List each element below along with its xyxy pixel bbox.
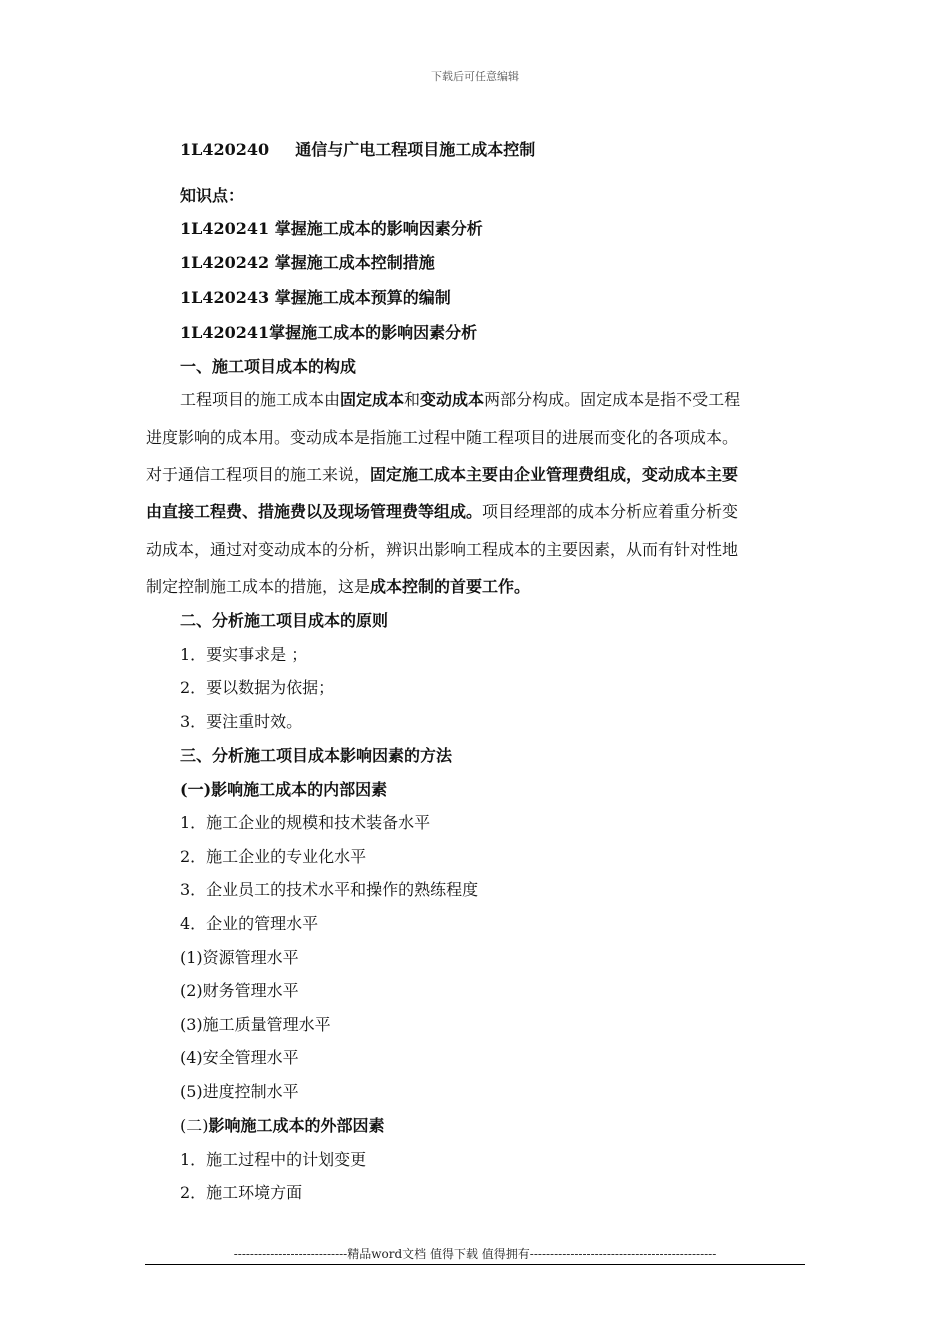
paragraph-line-5: 动成本，通过对变动成本的分析，辨识出影响工程成本的主要因素，从而有针对性地 bbox=[146, 540, 739, 559]
para-bold: 固定施工成本主要由企业管理费组成，变动成本主要 bbox=[370, 465, 739, 484]
internal-factors-title: (一)影响施工成本的内部因素 bbox=[180, 780, 388, 799]
footer-rule bbox=[145, 1264, 805, 1265]
page-header: 下载后可任意编辑 bbox=[431, 70, 519, 83]
para-text: 对于通信工程项目的施工来说， bbox=[146, 465, 371, 484]
paragraph-line-3 bbox=[146, 465, 738, 485]
para-text: 制定控制施工成本的措施，这是 bbox=[146, 577, 371, 596]
knowledge-label: 知识点： bbox=[180, 186, 245, 205]
knowledge-point-1: 1L420241 掌握施工成本的影响因素分析 bbox=[180, 219, 483, 238]
heading-1: 一、施工项目成本的构成 bbox=[180, 357, 357, 376]
external-factor-item: 1．施工过程中的计划变更 bbox=[180, 1150, 367, 1169]
external-factors-title bbox=[180, 1116, 385, 1136]
internal-factor-item: (5)进度控制水平 bbox=[180, 1082, 299, 1101]
knowledge-point-2: 1L420242 掌握施工成本控制措施 bbox=[180, 253, 435, 272]
title-text: 通信与广电工程项目施工成本控制 bbox=[295, 140, 536, 159]
para-text: 两部分构成。固定成本是指不受工程 bbox=[484, 390, 741, 409]
external-title-text: 影响施工成本的外部因素 bbox=[208, 1116, 385, 1135]
paragraph-line-4 bbox=[146, 502, 738, 522]
paragraph-line-6 bbox=[146, 577, 530, 597]
paragraph-line-2: 进度影响的成本用。变动成本是指施工过程中随工程项目的进展而变化的各项成本。 bbox=[146, 428, 739, 447]
internal-factor-item: (3)施工质量管理水平 bbox=[180, 1015, 331, 1034]
para-text: 项目经理部的成本分析应着重分析变 bbox=[482, 502, 739, 521]
paragraph-line-1 bbox=[180, 390, 740, 410]
page-footer: ----------------------------精品word文档 值得下载 值得拥有---------------------------------------------- bbox=[233, 1247, 717, 1261]
knowledge-point-3: 1L420243 掌握施工成本预算的编制 bbox=[180, 288, 451, 307]
document-title bbox=[180, 140, 535, 160]
heading-2: 二、分析施工项目成本的原则 bbox=[180, 611, 389, 630]
internal-factor-item: 3．企业员工的技术水平和操作的熟练程度 bbox=[180, 880, 479, 899]
para-text: 和 bbox=[404, 390, 421, 409]
internal-factor-item: 2．施工企业的专业化水平 bbox=[180, 847, 367, 866]
external-title-prefix: (二) bbox=[180, 1116, 209, 1135]
internal-factor-item: (2)财务管理水平 bbox=[180, 981, 299, 1000]
principle-item: 3．要注重时效。 bbox=[180, 712, 303, 731]
para-bold: 成本控制的首要工作。 bbox=[370, 577, 531, 596]
internal-factor-item: (4)安全管理水平 bbox=[180, 1048, 299, 1067]
para-bold: 变动成本 bbox=[420, 390, 485, 409]
heading-3: 三、分析施工项目成本影响因素的方法 bbox=[180, 746, 453, 765]
internal-factor-item: 1．施工企业的规模和技术装备水平 bbox=[180, 813, 431, 832]
title-code: 1L420240 bbox=[180, 140, 270, 159]
para-bold: 固定成本 bbox=[340, 390, 405, 409]
internal-factor-item: (1)资源管理水平 bbox=[180, 948, 299, 967]
principle-item: 1．要实事求是 ； bbox=[180, 645, 308, 664]
para-text: 工程项目的施工成本由 bbox=[180, 390, 341, 409]
section-title: 1L420241掌握施工成本的影响因素分析 bbox=[180, 323, 478, 342]
principle-item: 2．要以数据为依据； bbox=[180, 678, 335, 697]
internal-factor-item: 4．企业的管理水平 bbox=[180, 914, 319, 933]
para-bold: 由直接工程费、措施费以及现场管理费等组成。 bbox=[146, 502, 483, 521]
external-factor-item: 2．施工环境方面 bbox=[180, 1183, 303, 1202]
